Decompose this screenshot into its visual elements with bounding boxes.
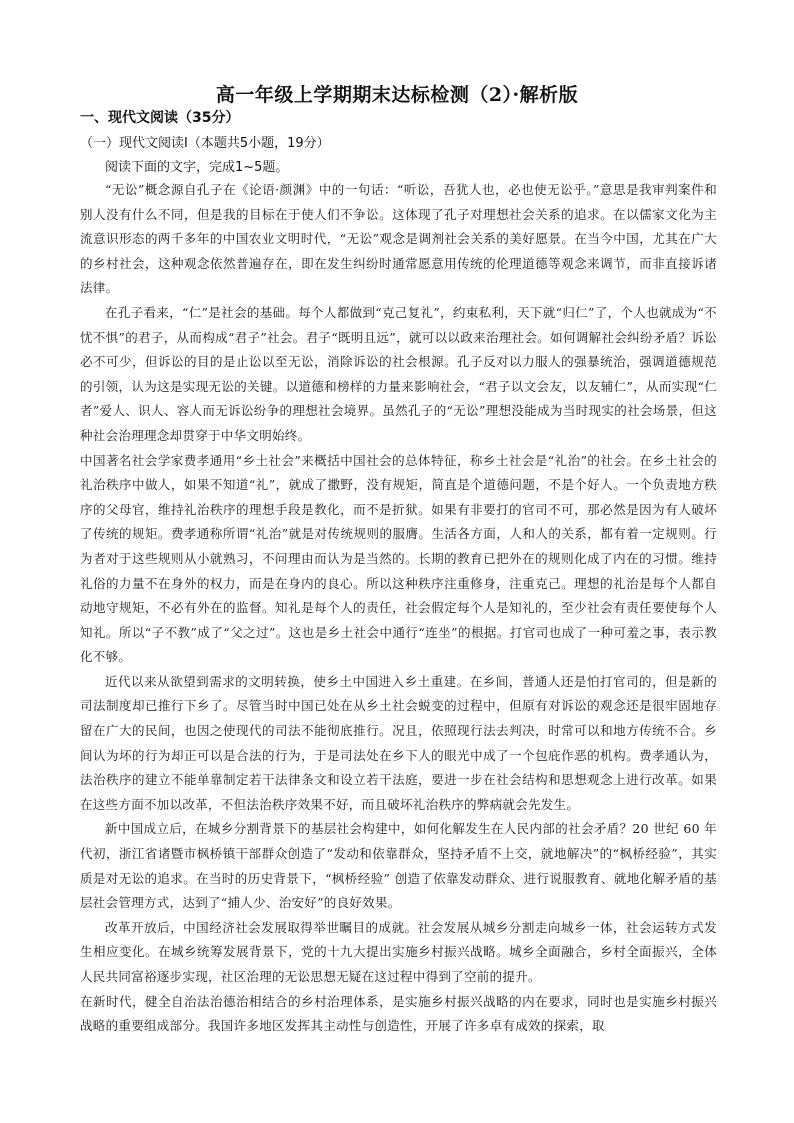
- paragraph: “无讼”概念源自孔子在《论语·颜渊》中的一句话：“听讼，吾犹人也，必也使无讼乎。”意思是我审判案件和别人没有什么不同，但是我的目标在于使人们不争讼。这体现了孔子对理想社会关系的追求。在以儒家文化为主流意识形态的两千多年的中国农业文明时代，“无讼”观念是调剂社会关系的美好愿景。在当今中国，尤其在广大的乡村社会，这种观念依然普遍存在，即在发生纠纷时通常愿意用传统的伦理道德等观念来调节，而非直接诉诸法律。: [80, 182, 717, 296]
- paragraph: 中国著名社会学家费孝通用“乡土社会”来概括中国社会的总体特征，称乡土社会是“礼治”的社会。在乡土社会的礼治秩序中做人，如果不知道“礼”，就成了撒野，没有规矩，简直是个道德问题，不是个好人。一个负责地方秩序的父母官，维持礼治秩序的理想手段是教化，而不是折狱。如果有非要打的官司不可，那必然是因为有人破坏了传统的规矩。费孝通称所谓“礼治”就是对传统规则的服膺。生活各方面，人和人的关系，都有着一定规则。行为者对于这些规则从小就熟习，不问理由而认为是当然的。长期的教育已把外在的规则化成了内在的习惯。维持礼俗的力量不在身外的权力，而是在身内的良心。所以这种秩序注重修身，注重克己。理想的礼治是每个人都自动地守规矩，不必有外在的监督。知礼是每个人的责任，社会假定每个人是知礼的，至少社会有责任要使每个人知礼。所以“子不教”成了“父之过”。这也是乡土社会中通行“连坐”的根据。打官司也成了一种可羞之事，表示教化不够。: [80, 452, 717, 665]
- paragraph: 在孔子看来，“仁”是社会的基础。每个人都做到“克己复礼”，约束私利，天下就“归仁”了，个人也就成为“不忧不惧”的君子，从而构成“君子”社会。君子“既明且远”，就可以以政来治理社会。如何调解社会纠纷矛盾？诉讼必不可少，但诉讼的目的是止讼以至无讼，消除诉讼的社会根源。孔子反对以力服人的强暴统治，强调道德规范的引领，认为这是实现无讼的关键。以道德和榜样的力量来影响社会，“君子以文会友，以友辅仁”，从而实现“仁者”爱人、识人、容人而无诉讼纷争的理想社会境界。虽然孔子的“无讼”理想没能成为当时现实的社会场景，但这种社会治理理念却贯穿于中华文明始终。: [80, 304, 717, 443]
- paragraph: 在新时代，健全自治法治德治相结合的乡村治理体系，是实施乡村振兴战略的内在要求，同时也是实施乡村振兴战略的重要组成部分。我国许多地区发挥其主动性与创造性，开展了许多卓有成效的探索，取: [80, 993, 717, 1034]
- section-heading: 一、现代文阅读（35分）: [80, 110, 240, 126]
- subsection-heading: （一）现代文阅读Ⅰ（本题共5小题，19分）: [80, 136, 330, 151]
- page-title: 高一年级上学期期末达标检测（2）·解析版: [215, 84, 579, 106]
- paragraph: 近代以来从欲望到需求的文明转换，使乡土中国进入乡土重建。在乡间，普通人还是怕打官司的，但是新的司法制度却已推行下乡了。尽管当时中国已处在从乡土社会蜕变的过程中，但原有对诉讼的观念还是很牢固地存留在广大的民间，也因之使现代的司法不能彻底推行。况且，依照现行法去判决，时常可以和地方传统不合。乡间认为坏的行为却正可以是合法的行为，于是司法处在乡下人的眼光中成了一个包庇作恶的机构。费孝通认为，法治秩序的建立不能单靠制定若干法律条文和设立若干法庭，要进一步在社会结构和思想观念上进行改革。如果在这些方面不加以改革，不但法治秩序效果不好，而且破坏礼治秩序的弊病就会先发生。: [80, 673, 717, 812]
- paragraph: 新中国成立后，在城乡分割背景下的基层社会构建中，如何化解发生在人民内部的社会矛盾？20 世纪 60 年代初，浙江省诸暨市枫桥镇干部群众创造了“发动和依靠群众，坚持矛盾不上交，就地解决”的“枫桥经验”，其实质是对无讼的追求。在当时的历史背景下，“枫桥经验” 创造了依靠发动群众、进行说服教育、就地化解矛盾的基层社会管理方式，达到了“捕人少、治安好”的良好效果。: [80, 821, 717, 911]
- passage-body: [80, 178, 717, 1039]
- reading-instruction: 阅读下面的文字，完成1~5题。: [105, 160, 289, 175]
- paragraph: 改革开放后，中国经济社会发展取得举世瞩目的成就。社会发展从城乡分割走向城乡一体，社会运转方式发生相应变化。在城乡统筹发展背景下，党的十九大提出实施乡村振兴战略。城乡全面融合，乡村全面振兴，全体人民共同富裕逐步实现，社区治理的无讼思想无疑在这过程中得到了空前的提升。: [80, 919, 717, 984]
